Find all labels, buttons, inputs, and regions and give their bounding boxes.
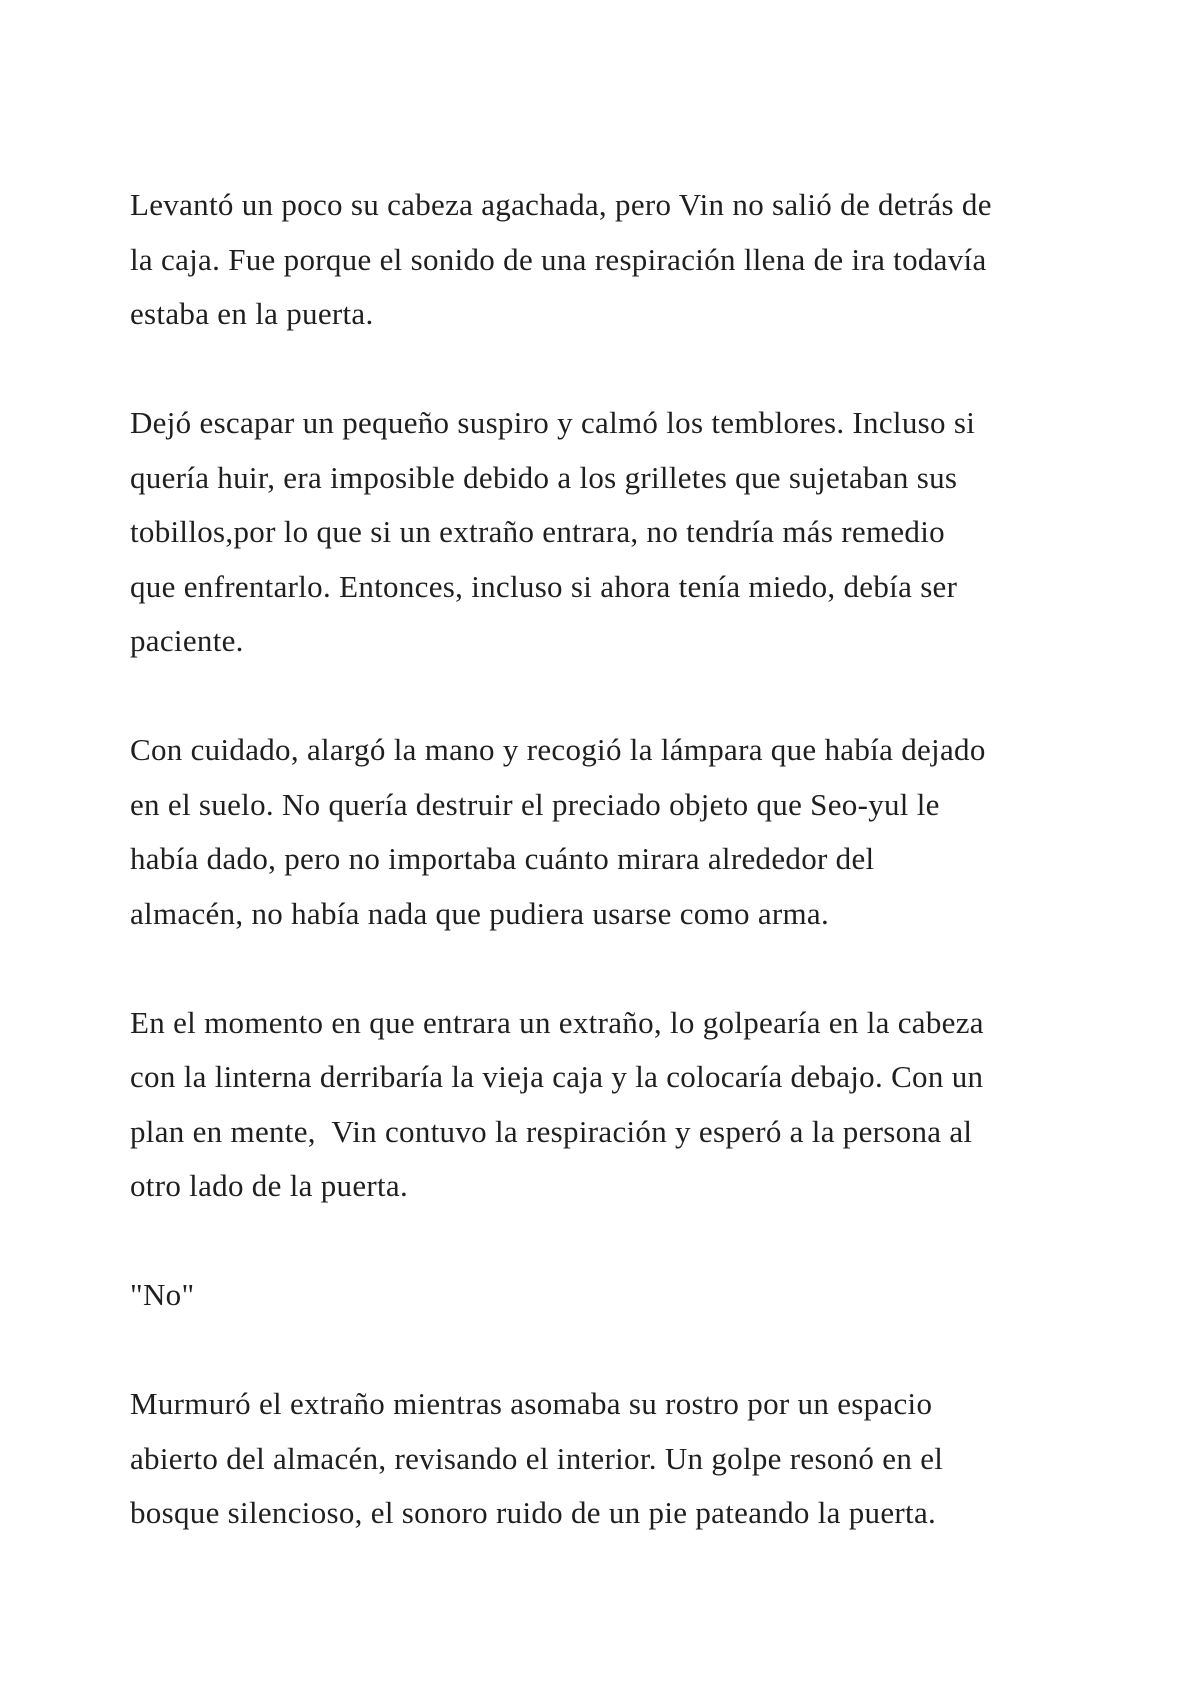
paragraph-3 [130, 723, 1090, 941]
text-line: En el momento en que entrara un extraño, lo golpearía en la cabeza [130, 1004, 984, 1040]
text-line: con la linterna derribaría la vieja caja y la colocaría debajo. Con un [130, 1059, 984, 1094]
text-line: quería huir, era imposible debido a los grilletes que sujetaban sus [130, 459, 958, 495]
text-line: Con cuidado, alargó la mano y recogió la lámpara que había dejado [130, 732, 986, 767]
text-line: bosque silencioso, el sonoro ruido de un pie pateando la puerta. [130, 1495, 937, 1530]
paragraph-6 [130, 1377, 1090, 1541]
paragraph-1 [130, 178, 1090, 342]
paragraph-5-dialogue [130, 1268, 1090, 1323]
text-line: Dejó escapar un pequeño suspiro y calmó los temblores. Incluso si [130, 405, 976, 440]
text-line: otro lado de la puerta. [130, 1168, 409, 1203]
text-line: tobillos,por lo que si un extraño entrara, no tendría más remedio [130, 514, 945, 549]
text-line: en el suelo. No quería destruir el preciado objeto que Seo-yul le [130, 786, 940, 822]
text-line: Levantó un poco su cabeza agachada, pero Vin no salió de detrás de [130, 187, 992, 222]
text-line: abierto del almacén, revisando el interior. Un golpe resonó en el [130, 1440, 944, 1476]
text-line: estaba en la puerta. [130, 296, 374, 331]
paragraph-4 [130, 996, 1090, 1214]
text-line: plan en mente, Vin contuvo la respiración y esperó a la persona al [130, 1113, 973, 1149]
text-line: Murmuró el extraño mientras asomaba su rostro por un espacio [130, 1386, 933, 1421]
text-line: paciente. [130, 623, 244, 658]
text-line: que enfrentarlo. Entonces, incluso si ahora tenía miedo, debía ser [130, 568, 958, 604]
body-text [130, 178, 1090, 1595]
text-line: la caja. Fue porque el sonido de una respiración llena de ira todavía [130, 241, 987, 277]
text-line: almacén, no había nada que pudiera usarse como arma. [130, 895, 830, 931]
paragraph-2 [130, 396, 1090, 669]
text-line: había dado, pero no importaba cuánto mirara alrededor del [130, 841, 875, 876]
text-line: "No" [130, 1277, 195, 1312]
